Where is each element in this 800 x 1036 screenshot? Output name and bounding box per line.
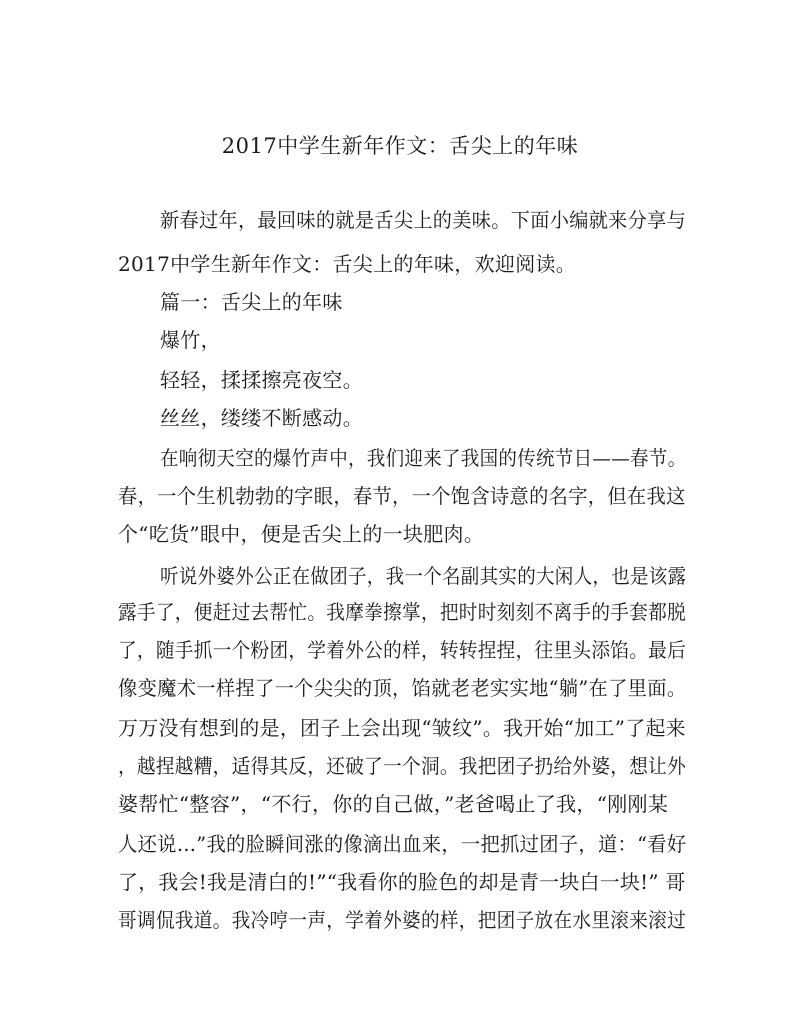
text-line: 哥调侃我道。我冷哼一声，学着外婆的样，把团子放在水里滚来滚过 bbox=[118, 908, 687, 932]
text-line: ，越捏越糟，适得其反，还破了一个洞。我把团子扔给外婆，想让外 bbox=[118, 754, 687, 778]
text-line: 听说外婆外公正在做团子，我一个名副其实的大闲人，也是该露 bbox=[160, 564, 687, 588]
text-line: 爆竹， bbox=[160, 328, 221, 352]
text-line: 了，我会!我是清白的!”“我看你的脸色的却是青一块白一块!” 哥 bbox=[118, 870, 686, 894]
text-line: 像变魔术一样捏了一个尖尖的顶，馅就老老实实地“躺”在了里面。 bbox=[118, 676, 687, 700]
section-heading: 篇一：舌尖上的年味 bbox=[160, 290, 343, 314]
text-line: 春，一个生机勃勃的字眼，春节，一个饱含诗意的名字，但在我这 bbox=[118, 484, 686, 508]
text-line: 在响彻天空的爆竹声中，我们迎来了我国的传统节日——春节。 bbox=[160, 446, 687, 470]
text-line: 轻轻，揉揉擦亮夜空。 bbox=[160, 368, 363, 392]
text-line: 新春过年，最回味的就是舌尖上的美味。下面小编就来分享与 bbox=[160, 208, 687, 232]
text-line: 万万没有想到的是，团子上会出现“皱纹”。我开始“加工”了起来 bbox=[118, 716, 686, 740]
text-line: 婆帮忙“整容”，“不行，你的自己做，”老爸喝止了我，“刚刚某 bbox=[118, 792, 669, 816]
text-line: 丝丝，缕缕不断感动。 bbox=[160, 406, 363, 430]
text-line: 露手了，便赶过去帮忙。我摩拳擦掌，把时时刻刻不离手的手套都脱 bbox=[118, 600, 687, 624]
text-line: 人还说…”我的脸瞬间涨的像滴出血来，一把抓过团子，道：“看好 bbox=[118, 832, 687, 856]
document-title: 2017中学生新年作文：舌尖上的年味 bbox=[221, 134, 579, 158]
text-line: 了，随手抓一个粉团，学着外公的样，转转捏捏，往里头添馅。最后 bbox=[118, 638, 687, 662]
text-line: 个“吃货”眼中，便是舌尖上的一块肥肉。 bbox=[118, 522, 485, 546]
text-line: 2017中学生新年作文：舌尖上的年味，欢迎阅读。 bbox=[118, 252, 577, 276]
